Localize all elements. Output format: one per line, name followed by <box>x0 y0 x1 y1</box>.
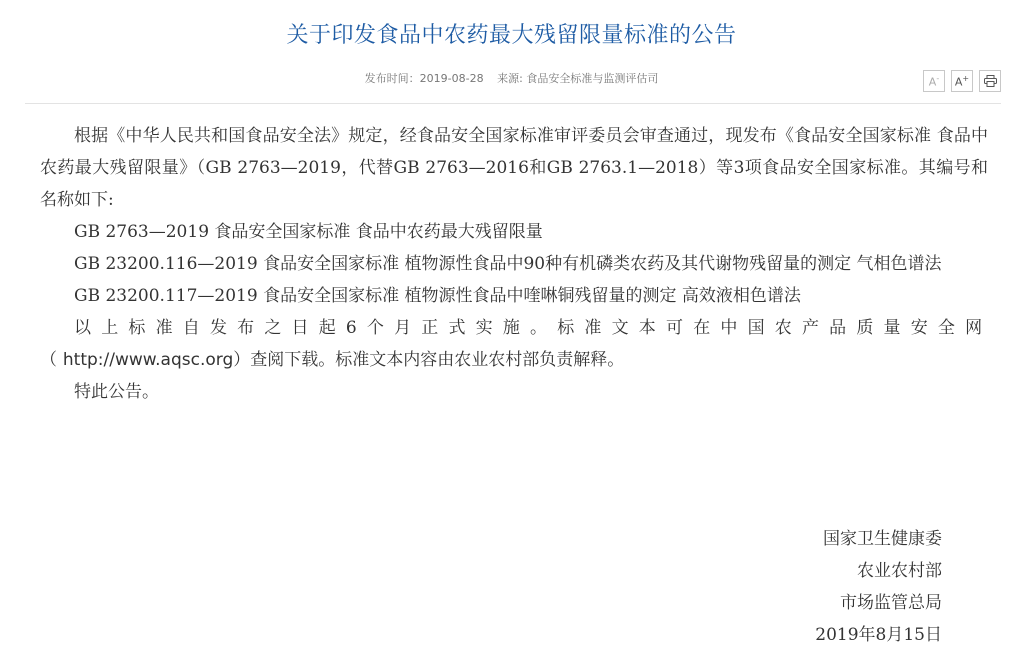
article-toolbar <box>923 70 1001 92</box>
source <box>497 72 658 85</box>
font-increase-icon: A+ <box>954 73 970 89</box>
signatory-health-commission: 国家卫生健康委 <box>823 529 942 549</box>
source-value: 食品安全标准与监测评估司 <box>526 72 659 85</box>
article-meta <box>0 70 1023 86</box>
paragraph-intro: 根据《中华人民共和国食品安全法》规定，经食品安全国家标准审评委员会审查通过，现发布《食品安全国家标准 食品中农药最大残留限量》（GB 2763—2019，代替GB 2763—2016和GB 2763.1—2018）等3项食品安全国家标准。其编号和名称如下: <box>40 126 988 210</box>
font-decrease-button[interactable] <box>923 70 945 92</box>
signature-date: 2019年8月15日 <box>815 625 942 645</box>
publish-date <box>365 72 484 85</box>
font-increase-button[interactable] <box>951 70 973 92</box>
implementation-text-b: ）查阅下载。标准文本内容由农业农村部负责解释。 <box>233 350 625 370</box>
divider <box>25 103 1001 104</box>
signature-block <box>815 523 942 651</box>
publish-label: 发布时间： <box>364 72 420 85</box>
page-title: 关于印发食品中农药最大残留限量标准的公告 <box>286 23 737 48</box>
paragraph-implementation <box>40 312 988 376</box>
aqsc-link[interactable]: http://www.aqsc.org <box>62 350 234 370</box>
standard-item-3: GB 23200.117—2019 食品安全国家标准 植物源性食品中喹啉铜残留量的测定 高效液相色谱法 <box>74 286 801 306</box>
implementation-text-a: 以上标准自发布之日起6个月正式实施。标准文本可在中国农产品质量安全网（ <box>40 318 988 370</box>
source-label: 来源: <box>497 72 523 85</box>
standard-item-2: GB 23200.116—2019 食品安全国家标准 植物源性食品中90种有机磷类农药及其代谢物残留量的测定 气相色谱法 <box>74 254 942 274</box>
printer-icon <box>984 75 997 87</box>
signatory-market-regulation: 市场监管总局 <box>840 593 942 613</box>
publish-date-value: 2019-08-28 <box>419 72 484 85</box>
signatory-agriculture-ministry: 农业农村部 <box>857 561 942 581</box>
font-decrease-icon: A- <box>928 73 940 89</box>
closing-text: 特此公告。 <box>74 382 159 402</box>
print-button[interactable] <box>979 70 1001 92</box>
standard-item-1: GB 2763—2019 食品安全国家标准 食品中农药最大残留限量 <box>74 222 543 242</box>
article-body <box>40 120 988 408</box>
